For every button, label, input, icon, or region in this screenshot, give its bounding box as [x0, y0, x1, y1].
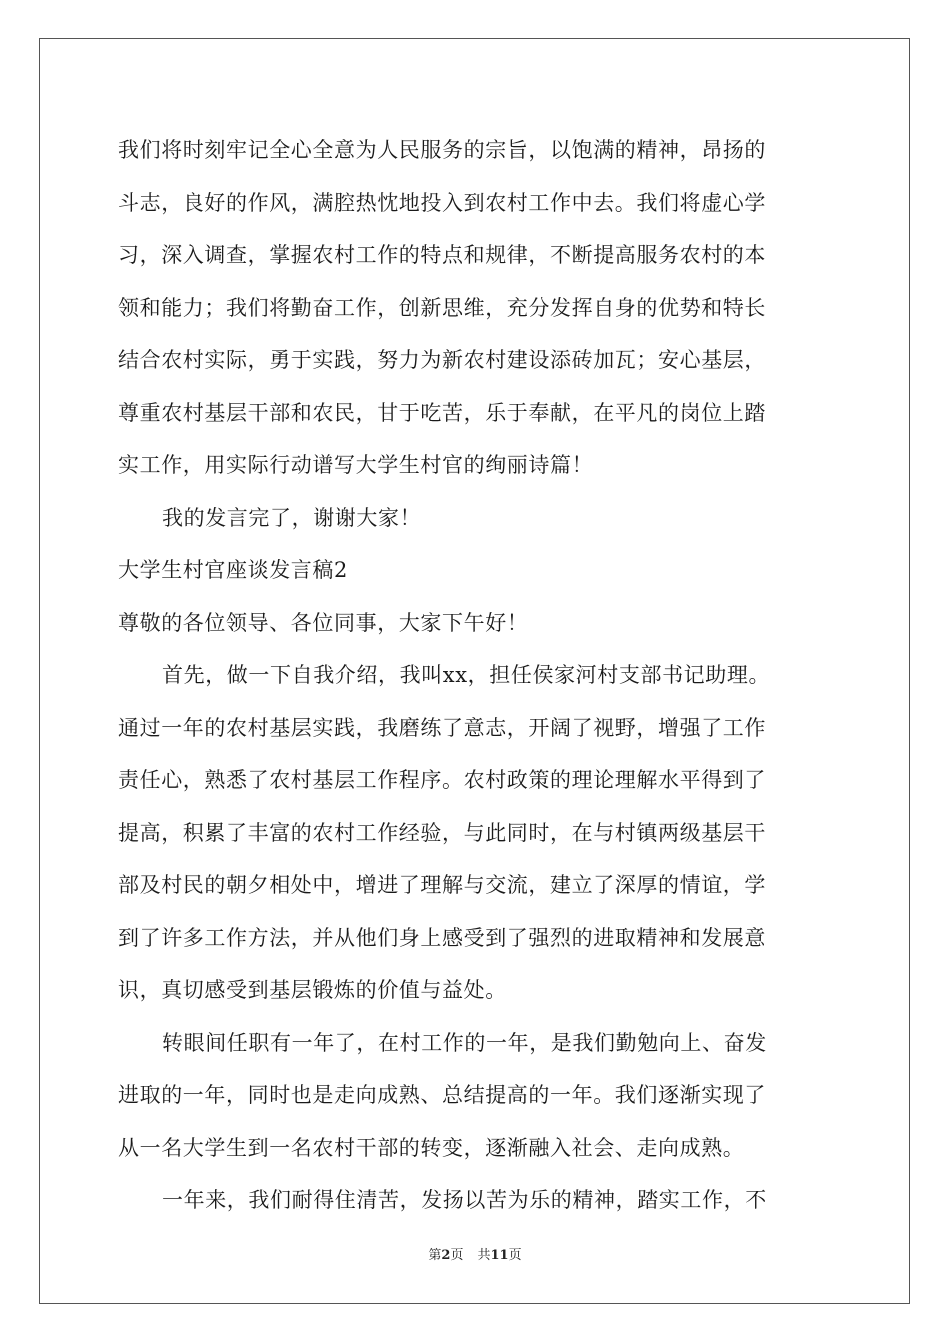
text-line: 部及村民的朝夕相处中，增进了理解与交流，建立了深厚的情谊，学 — [118, 873, 766, 897]
text-line: 习，深入调查，掌握农村工作的特点和规律，不断提高服务农村的本 — [118, 243, 766, 267]
footer-page-suffix: 页 — [450, 1248, 464, 1263]
text-line: 结合农村实际，勇于实践，努力为新农村建设添砖加瓦；安心基层， — [118, 348, 766, 372]
text-line: 到了许多工作方法，并从他们身上感受到了强烈的进取精神和发展意 — [118, 925, 766, 950]
text-line: 进取的一年，同时也是走向成熟、总结提高的一年。我们逐渐实现了 — [118, 1083, 766, 1107]
text-line: 通过一年的农村基层实践，我磨练了意志，开阔了视野，增强了工作 — [118, 715, 766, 740]
text-line: 一年来，我们耐得住清苦，发扬以苦为乐的精神，踏实工作，不 — [162, 1188, 767, 1212]
text-line: 责任心，熟悉了农村基层工作程序。农村政策的理论理解水平得到了 — [118, 768, 766, 792]
section-heading: 大学生村官座谈发言稿2 — [118, 558, 348, 582]
salutation: 尊敬的各位领导、各位同事，大家下午好！ — [118, 610, 529, 635]
text-line: 转眼间任职有一年了，在村工作的一年，是我们勤勉向上、奋发 — [162, 1030, 767, 1055]
footer-total-prefix: 共 — [477, 1248, 491, 1263]
footer-total-number: 11 — [490, 1248, 509, 1263]
closing-line: 我的发言完了，谢谢大家！ — [162, 505, 422, 530]
text-line: 从一名大学生到一名农村干部的转变，逐渐融入社会、走向成熟。 — [118, 1135, 745, 1160]
page-footer — [0, 1244, 950, 1263]
document-body — [118, 124, 838, 1227]
text-line: 尊重农村基层干部和农民，甘于吃苦，乐于奉献，在平凡的岗位上踏 — [118, 400, 766, 425]
text-line: 我们将时刻牢记全心全意为人民服务的宗旨，以饱满的精神，昂扬的 — [118, 138, 766, 162]
text-line: 实工作，用实际行动谱写大学生村官的绚丽诗篇！ — [118, 453, 594, 477]
footer-page-number: 2 — [441, 1248, 451, 1263]
text-line: 领和能力；我们将勤奋工作，创新思维，充分发挥自身的优势和特长 — [118, 295, 766, 320]
footer-total-suffix: 页 — [508, 1248, 522, 1263]
text-line: 斗志，良好的作风，满腔热忱地投入到农村工作中去。我们将虚心学 — [118, 190, 766, 215]
footer-page-prefix: 第 — [428, 1248, 442, 1263]
text-line: 首先，做一下自我介绍，我叫xx，担任侯家河村支部书记助理。 — [162, 663, 771, 687]
text-line: 识，真切感受到基层锻炼的价值与益处。 — [118, 978, 507, 1002]
text-line: 提高，积累了丰富的农村工作经验，与此同时，在与村镇两级基层干 — [118, 820, 766, 845]
